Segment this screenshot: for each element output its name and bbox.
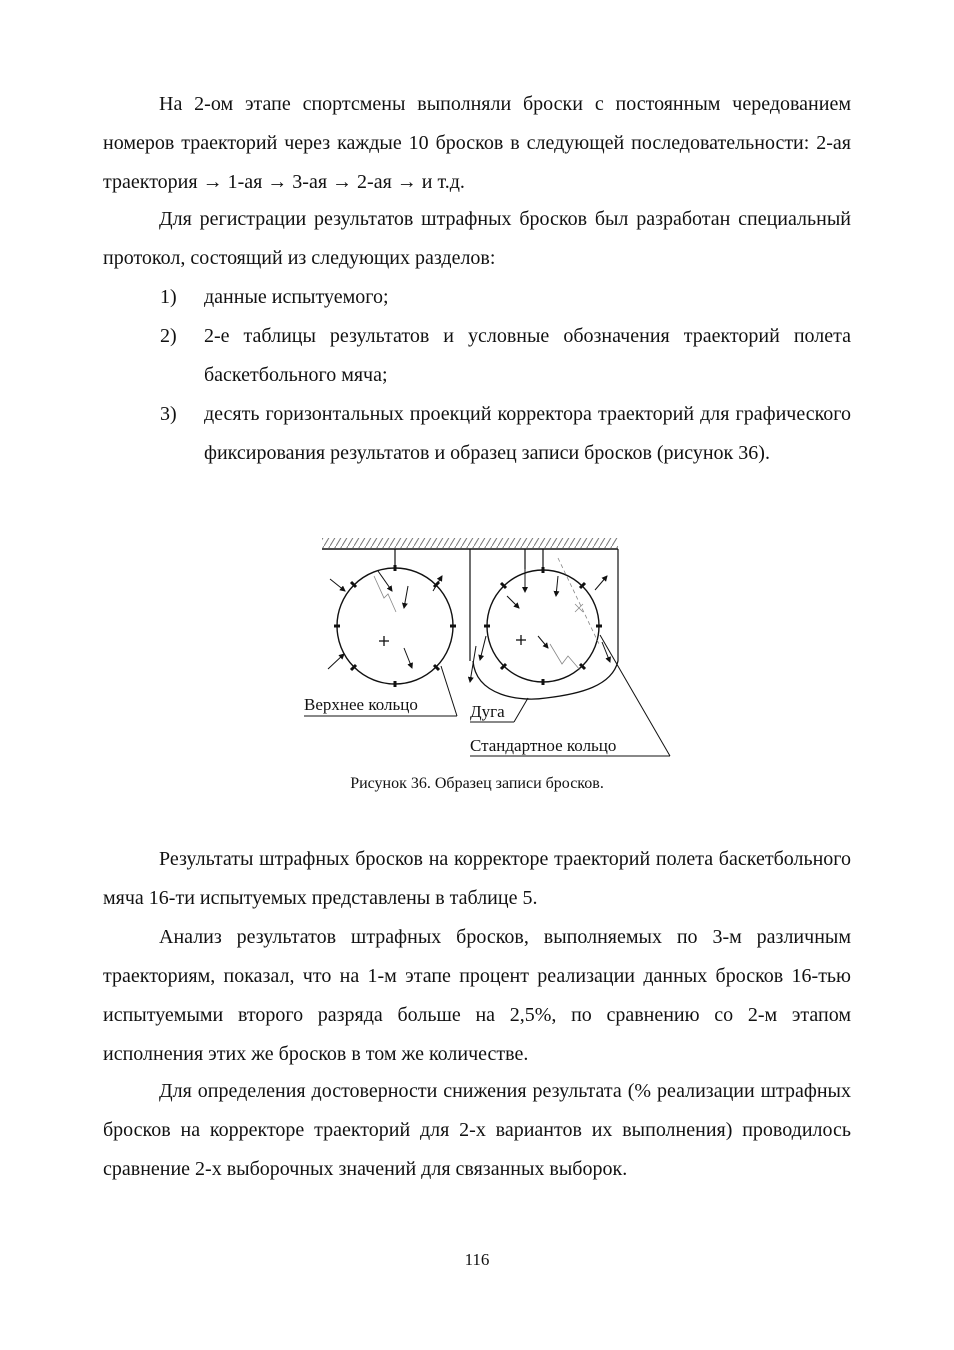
backboard (322, 538, 618, 549)
standard-ring (470, 549, 618, 699)
figure-caption: Рисунок 36. Образец записи бросков. (350, 775, 604, 792)
paragraph-significance: Для определения достоверности снижения результата (% реализации штрафных бросков на корректоре траекторий для 2-х вариантов их выполнения) проводилось сравнение 2-х выборочных значений для связанных выборок. (103, 1080, 851, 1180)
svg-text:Верхнее кольцо: Верхнее кольцо (304, 695, 418, 714)
list-number: 3) (160, 403, 177, 425)
list-text: данные испытуемого; (204, 286, 389, 308)
list-item (160, 278, 851, 317)
page-number: 116 (464, 1250, 490, 1269)
label-standard-ring (470, 635, 670, 756)
list-number: 2) (160, 325, 177, 347)
list-number: 1) (160, 286, 177, 308)
list-item (160, 317, 851, 395)
paragraph-results: Результаты штрафных бросков на корректоре траекторий полета баскетбольного мяча 16-ти испытуемых представлены в таблице 5. (103, 848, 851, 909)
label-upper-ring (304, 666, 457, 716)
paragraph-analysis: Анализ результатов штрафных бросков, выполняемых по 3-м различным траекториям, показал, что на 1-м этапе процент реализации данных бросков 16-тью испытуемыми второго разряда больше на 2,5%, по сравнению со 2-м этапом исполнения этих же бросков в том же количестве. (103, 926, 851, 1065)
svg-text:Дуга: Дуга (470, 702, 505, 721)
throw-record-diagram (300, 536, 680, 761)
list-text: десять горизонтальных проекций корректора траекторий для графического фиксирования результатов и образец записи бросков (рисунок 36). (204, 403, 851, 464)
svg-text:Стандартное кольцо: Стандартное кольцо (470, 736, 617, 755)
list-text: 2-е таблицы результатов и условные обозначения траекторий полета баскетбольного мяча; (204, 325, 851, 386)
label-arc (470, 698, 528, 722)
list-item (160, 395, 851, 473)
paragraph-stage-2: На 2-ом этапе спортсмены выполняли броски с постоянным чередованием номеров траекторий через каждые 10 бросков в следующей последовательности: 2-ая траектория → 1-ая → 3-ая → 2-ая → и т.д. (103, 93, 851, 193)
paragraph-protocol: Для регистрации результатов штрафных бросков был разработан специальный протокол, состоящий из следующих разделов: (103, 208, 851, 269)
upper-ring (328, 549, 456, 687)
